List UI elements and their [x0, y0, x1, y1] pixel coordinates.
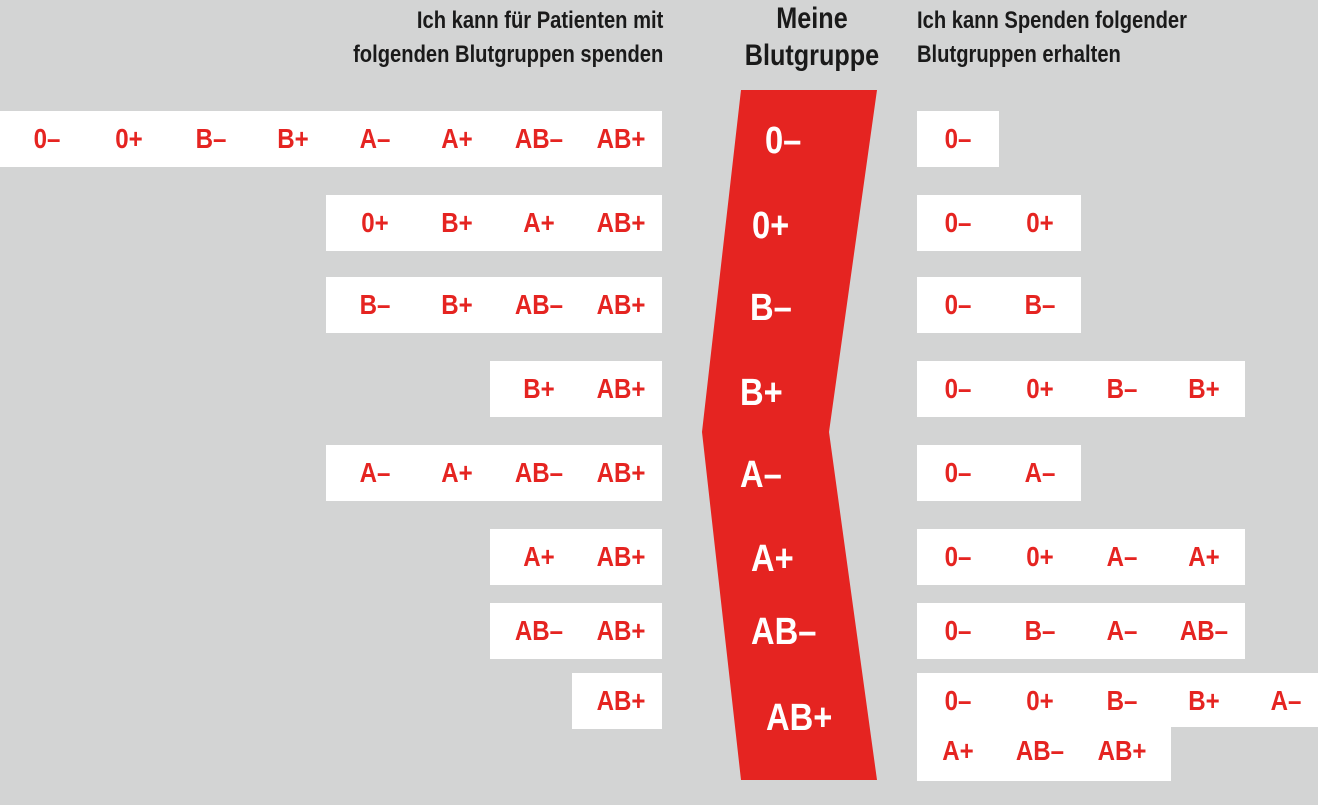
my-blood-group-header-line-1: Meine	[776, 2, 848, 35]
donate-group-0-2: B–	[195, 123, 227, 154]
receive-group-3-2: B–	[1106, 373, 1138, 404]
donate-group-4-1: A+	[441, 457, 473, 488]
donate-group-2-2: AB–	[514, 289, 564, 320]
donate-group-0-5: A+	[441, 123, 473, 154]
donate-to-header-line-1: Ich kann für Patienten mit	[416, 7, 663, 34]
donate-group-5-1: AB+	[596, 541, 646, 572]
receive-group-7-6: AB–	[1015, 735, 1065, 766]
receive-group-1-1: 0+	[1026, 207, 1054, 238]
receive-group-5-3: A+	[1188, 541, 1220, 572]
donate-group-2-3: AB+	[596, 289, 646, 320]
donate-group-1-2: A+	[523, 207, 555, 238]
receive-from-header-line-2: Blutgruppen erhalten	[917, 41, 1121, 68]
receive-group-7-7: AB+	[1097, 735, 1147, 766]
receive-group-2-0: 0–	[944, 289, 972, 320]
receive-group-6-3: AB–	[1179, 615, 1229, 646]
my-blood-group-1: 0+	[752, 205, 790, 247]
my-blood-group-header-line-2: Blutgruppe	[744, 39, 880, 72]
receive-group-3-1: 0+	[1026, 373, 1054, 404]
donate-group-4-0: A–	[359, 457, 391, 488]
receive-group-7-0: 0–	[944, 685, 972, 716]
my-blood-group-7: AB+	[766, 697, 833, 739]
my-blood-group-2: B–	[750, 287, 792, 329]
donate-group-0-4: A–	[359, 123, 391, 154]
receive-group-2-1: B–	[1024, 289, 1056, 320]
donate-group-6-0: AB–	[514, 615, 564, 646]
receive-group-6-2: A–	[1106, 615, 1138, 646]
receive-group-1-0: 0–	[944, 207, 972, 238]
donate-group-7-0: AB+	[596, 685, 646, 716]
receive-group-5-2: A–	[1106, 541, 1138, 572]
donate-group-2-0: B–	[359, 289, 391, 320]
donate-group-4-2: AB–	[514, 457, 564, 488]
receive-group-7-1: 0+	[1026, 685, 1054, 716]
receive-group-3-0: 0–	[944, 373, 972, 404]
receive-group-5-1: 0+	[1026, 541, 1054, 572]
donate-group-0-7: AB+	[596, 123, 646, 154]
receive-group-7-3: B+	[1188, 685, 1220, 716]
my-blood-group-0: 0–	[765, 120, 802, 162]
blood-group-band-shape	[702, 90, 877, 780]
receive-group-4-0: 0–	[944, 457, 972, 488]
receive-group-7-2: B–	[1106, 685, 1138, 716]
donate-group-0-6: AB–	[514, 123, 564, 154]
donate-to-header-line-2: folgenden Blutgruppen spenden	[352, 41, 663, 68]
donate-group-0-1: 0+	[115, 123, 143, 154]
receive-group-6-0: 0–	[944, 615, 972, 646]
my-blood-group-6: AB–	[751, 611, 817, 653]
donate-group-1-1: B+	[441, 207, 473, 238]
receive-group-4-1: A–	[1024, 457, 1056, 488]
donate-group-3-1: AB+	[596, 373, 646, 404]
receive-group-7-5: A+	[942, 735, 974, 766]
my-blood-group-5: A+	[751, 538, 794, 580]
my-blood-group-3: B+	[740, 372, 783, 414]
receive-from-header-line-1: Ich kann Spenden folgender	[917, 7, 1187, 34]
donate-group-5-0: A+	[523, 541, 555, 572]
donate-group-1-0: 0+	[361, 207, 389, 238]
receive-group-0-0: 0–	[944, 123, 972, 154]
receive-group-5-0: 0–	[944, 541, 972, 572]
my-blood-group-4: A–	[740, 454, 782, 496]
donate-group-4-3: AB+	[596, 457, 646, 488]
receive-group-6-1: B–	[1024, 615, 1056, 646]
receive-group-7-4: A–	[1270, 685, 1302, 716]
donate-group-3-0: B+	[523, 373, 555, 404]
donate-group-0-3: B+	[277, 123, 309, 154]
donate-group-0-0: 0–	[33, 123, 61, 154]
donate-group-6-1: AB+	[596, 615, 646, 646]
receive-group-3-3: B+	[1188, 373, 1220, 404]
donate-group-1-3: AB+	[596, 207, 646, 238]
donate-group-2-1: B+	[441, 289, 473, 320]
